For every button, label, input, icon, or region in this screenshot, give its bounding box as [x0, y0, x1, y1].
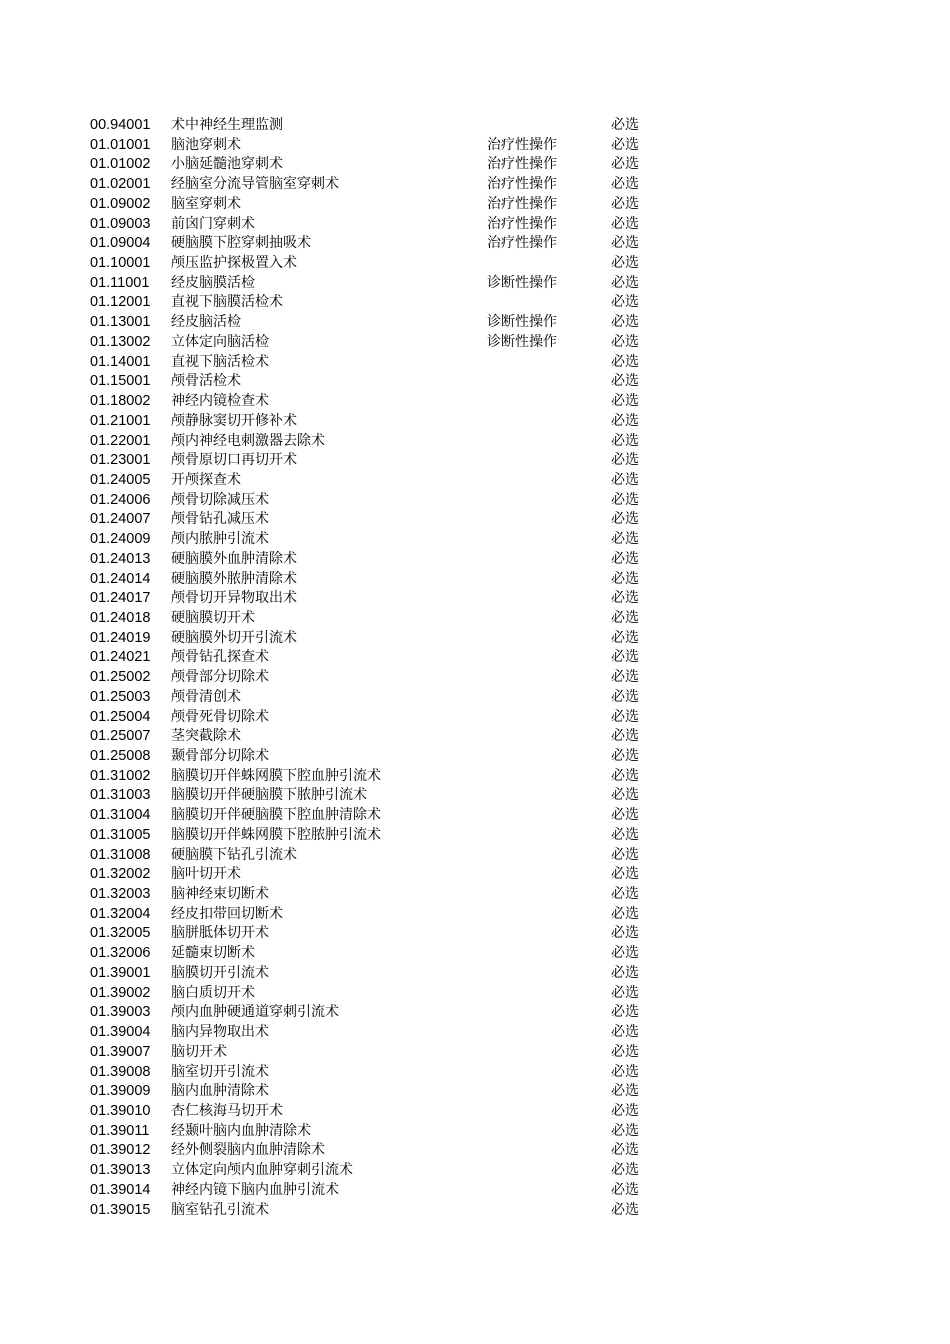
procedure-name: 术中神经生理监测 [171, 117, 283, 133]
procedure-code: 00.94001 [90, 117, 151, 133]
procedure-code: 01.23001 [90, 452, 151, 469]
procedure-name: 小脑延髓池穿刺术 [171, 156, 283, 173]
table-row [0, 313, 950, 333]
procedure-code: 01.24007 [90, 511, 151, 528]
procedure-code: 01.09003 [90, 215, 151, 232]
procedure-name: 经皮脑膜活检 [171, 274, 255, 291]
required-flag: 必选 [611, 905, 639, 922]
required-flag: 必选 [611, 1004, 639, 1021]
procedure-code: 01.11001 [90, 274, 150, 291]
procedure-name: 颅骨钻孔探查术 [171, 649, 269, 666]
procedure-type: 治疗性操作 [487, 195, 557, 212]
procedure-name: 茎突截除术 [171, 728, 241, 745]
required-flag: 必选 [611, 886, 639, 903]
required-flag: 必选 [611, 353, 639, 370]
required-flag: 必选 [611, 767, 639, 784]
table-row [0, 1161, 950, 1181]
procedure-table [0, 116, 950, 1220]
required-flag: 必选 [611, 964, 639, 981]
required-flag: 必选 [611, 1063, 639, 1080]
required-flag: 必选 [611, 452, 639, 469]
procedure-code: 01.24014 [90, 570, 151, 587]
table-row [0, 629, 950, 649]
required-flag: 必选 [611, 550, 639, 567]
required-flag: 必选 [611, 728, 639, 745]
procedure-code: 01.25002 [90, 669, 151, 686]
procedure-name: 直视下脑膜活检术 [171, 294, 283, 311]
required-flag: 必选 [611, 333, 639, 350]
procedure-name: 硬脑膜外脓肿清除术 [171, 570, 297, 587]
procedure-code: 01.39013 [90, 1162, 151, 1179]
procedure-code: 01.39008 [90, 1063, 151, 1080]
required-flag: 必选 [611, 1083, 639, 1100]
table-row [0, 530, 950, 550]
table-row [0, 1141, 950, 1161]
procedure-code: 01.31003 [90, 787, 151, 804]
procedure-code: 01.39007 [90, 1043, 151, 1060]
procedure-name: 脑膜切开伴硬脑膜下脓肿引流术 [171, 787, 367, 804]
procedure-code: 01.39004 [90, 1024, 151, 1041]
table-row [0, 708, 950, 728]
required-flag: 必选 [611, 235, 639, 252]
procedure-code: 01.25007 [90, 728, 151, 745]
required-flag: 必选 [611, 945, 639, 962]
table-row [0, 274, 950, 294]
required-flag: 必选 [611, 136, 639, 153]
table-row [0, 254, 950, 274]
procedure-code: 01.13001 [90, 314, 151, 331]
required-flag: 必选 [611, 1181, 639, 1198]
table-row [0, 589, 950, 609]
procedure-name: 颅骨活检术 [171, 373, 241, 390]
procedure-code: 01.14001 [90, 353, 151, 370]
procedure-name: 脑白质切开术 [171, 984, 255, 1001]
table-row [0, 688, 950, 708]
procedure-code: 01.12001 [90, 294, 151, 311]
table-row [0, 885, 950, 905]
procedure-code: 01.39003 [90, 1004, 151, 1021]
procedure-name: 脑胼胝体切开术 [171, 925, 269, 942]
table-row [0, 846, 950, 866]
procedure-name: 经脑室分流导管脑室穿刺术 [171, 176, 339, 193]
table-row [0, 1082, 950, 1102]
required-flag: 必选 [611, 274, 639, 291]
required-flag: 必选 [611, 1024, 639, 1041]
procedure-code: 01.18002 [90, 393, 151, 410]
required-flag: 必选 [611, 826, 639, 843]
required-flag: 必选 [611, 609, 639, 626]
table-row [0, 550, 950, 570]
procedure-code: 01.02001 [90, 176, 151, 193]
procedure-name: 脑室穿刺术 [171, 195, 241, 212]
procedure-code: 01.25004 [90, 708, 151, 725]
procedure-code: 01.31002 [90, 767, 151, 784]
procedure-name: 硬脑膜切开术 [171, 609, 255, 626]
procedure-code: 01.24009 [90, 531, 151, 548]
procedure-name: 硬脑膜下钻孔引流术 [171, 846, 297, 863]
procedure-type: 治疗性操作 [487, 215, 557, 232]
required-flag: 必选 [611, 294, 639, 311]
required-flag: 必选 [611, 471, 639, 488]
table-row [0, 1102, 950, 1122]
required-flag: 必选 [611, 176, 639, 193]
procedure-name: 经颞叶脑内血肿清除术 [171, 1122, 311, 1139]
procedure-code: 01.24019 [90, 629, 151, 646]
procedure-code: 01.31004 [90, 807, 151, 824]
table-row [0, 175, 950, 195]
procedure-name: 硬脑膜下腔穿刺抽吸术 [171, 235, 311, 252]
table-row [0, 195, 950, 215]
procedure-name: 颅骨原切口再切开术 [171, 452, 297, 469]
procedure-code: 01.32002 [90, 866, 151, 883]
procedure-name: 颅内脓肿引流术 [171, 531, 269, 548]
procedure-name: 直视下脑活检术 [171, 353, 269, 370]
table-row [0, 491, 950, 511]
table-row [0, 1043, 950, 1063]
procedure-type: 治疗性操作 [487, 136, 557, 153]
table-row [0, 944, 950, 964]
table-row [0, 806, 950, 826]
table-row [0, 905, 950, 925]
procedure-type: 诊断性操作 [487, 314, 557, 331]
required-flag: 必选 [611, 629, 639, 646]
procedure-name: 开颅探查术 [171, 471, 241, 488]
required-flag: 必选 [611, 669, 639, 686]
procedure-name: 延髓束切断术 [171, 945, 255, 962]
required-flag: 必选 [611, 117, 639, 133]
procedure-name: 硬脑膜外切开引流术 [171, 629, 297, 646]
required-flag: 必选 [611, 1201, 639, 1218]
table-row [0, 727, 950, 747]
table-row [0, 392, 950, 412]
procedure-code: 01.13002 [90, 333, 151, 350]
table-row [0, 333, 950, 353]
required-flag: 必选 [611, 255, 639, 272]
procedure-name: 脑膜切开伴硬脑膜下腔血肿清除术 [171, 807, 381, 824]
procedure-code: 01.24006 [90, 491, 151, 508]
required-flag: 必选 [611, 156, 639, 173]
procedure-name: 脑室钻孔引流术 [171, 1201, 269, 1218]
procedure-code: 01.24018 [90, 609, 151, 626]
procedure-name: 立体定向脑活检 [171, 333, 269, 350]
required-flag: 必选 [611, 393, 639, 410]
required-flag: 必选 [611, 866, 639, 883]
table-row [0, 116, 950, 136]
procedure-name: 立体定向颅内血肿穿刺引流术 [171, 1162, 353, 1179]
procedure-type: 诊断性操作 [487, 333, 557, 350]
procedure-name: 硬脑膜外血肿清除术 [171, 550, 297, 567]
required-flag: 必选 [611, 1162, 639, 1179]
procedure-code: 01.21001 [90, 412, 151, 429]
procedure-code: 01.39011 [90, 1122, 150, 1139]
table-row [0, 1181, 950, 1201]
procedure-code: 01.39010 [90, 1102, 151, 1119]
procedure-name: 颞骨部分切除术 [171, 748, 269, 764]
procedure-code: 01.39012 [90, 1142, 151, 1159]
procedure-name: 脑切开术 [171, 1043, 227, 1060]
procedure-code: 01.31005 [90, 826, 151, 843]
procedure-name: 前囟门穿刺术 [171, 215, 255, 232]
procedure-code: 01.32005 [90, 925, 151, 942]
table-row [0, 471, 950, 491]
required-flag: 必选 [611, 649, 639, 666]
procedure-name: 脑池穿刺术 [171, 136, 241, 153]
required-flag: 必选 [611, 708, 639, 725]
table-row [0, 964, 950, 984]
procedure-code: 01.25003 [90, 688, 151, 705]
procedure-code: 01.39015 [90, 1201, 151, 1218]
procedure-code: 01.01002 [90, 156, 151, 173]
procedure-code: 01.01001 [90, 136, 151, 153]
procedure-code: 01.10001 [90, 255, 151, 272]
table-row [0, 984, 950, 1004]
procedure-code: 01.24017 [90, 590, 151, 607]
procedure-name: 颅静脉窦切开修补术 [171, 412, 297, 429]
required-flag: 必选 [611, 688, 639, 705]
table-row [0, 1063, 950, 1083]
procedure-code: 01.09002 [90, 195, 151, 212]
procedure-name: 脑内异物取出术 [171, 1024, 269, 1041]
procedure-name: 颅骨钻孔减压术 [171, 511, 269, 528]
table-row [0, 767, 950, 787]
table-row [0, 826, 950, 846]
required-flag: 必选 [611, 491, 639, 508]
required-flag: 必选 [611, 787, 639, 804]
required-flag: 必选 [611, 1102, 639, 1119]
table-row [0, 412, 950, 432]
procedure-name: 颅压监护探极置入术 [171, 255, 297, 272]
required-flag: 必选 [611, 846, 639, 863]
required-flag: 必选 [611, 511, 639, 528]
procedure-code: 01.24021 [90, 649, 151, 666]
table-row [0, 1023, 950, 1043]
required-flag: 必选 [611, 531, 639, 548]
table-row [0, 747, 950, 767]
table-row [0, 432, 950, 452]
table-row [0, 924, 950, 944]
procedure-type: 治疗性操作 [487, 176, 557, 193]
table-row [0, 570, 950, 590]
procedure-name: 颅骨死骨切除术 [171, 708, 269, 725]
required-flag: 必选 [611, 1122, 639, 1139]
procedure-name: 颅内神经电刺激器去除术 [171, 432, 325, 449]
procedure-name: 颅内血肿硬通道穿刺引流术 [171, 1004, 339, 1021]
table-row [0, 865, 950, 885]
procedure-code: 01.32004 [90, 905, 151, 922]
table-row [0, 451, 950, 471]
procedure-name: 脑膜切开伴蛛网膜下腔脓肿引流术 [171, 826, 381, 843]
required-flag: 必选 [611, 373, 639, 390]
procedure-code: 01.24005 [90, 471, 151, 488]
table-row [0, 215, 950, 235]
procedure-name: 脑膜切开伴蛛网膜下腔血肿引流术 [171, 767, 381, 784]
required-flag: 必选 [611, 195, 639, 212]
table-row [0, 155, 950, 175]
table-row [0, 136, 950, 156]
procedure-code: 01.39014 [90, 1181, 151, 1198]
procedure-code: 01.15001 [90, 373, 151, 390]
required-flag: 必选 [611, 412, 639, 429]
table-row [0, 1003, 950, 1023]
procedure-type: 治疗性操作 [487, 235, 557, 252]
procedure-name: 颅骨切除减压术 [171, 491, 269, 508]
procedure-name: 神经内镜下脑内血肿引流术 [171, 1181, 339, 1198]
procedure-name: 脑内血肿清除术 [171, 1083, 269, 1100]
procedure-code: 01.39002 [90, 984, 151, 1001]
required-flag: 必选 [611, 807, 639, 824]
required-flag: 必选 [611, 570, 639, 587]
procedure-name: 杏仁核海马切开术 [171, 1102, 283, 1119]
table-row [0, 786, 950, 806]
procedure-code: 01.32006 [90, 945, 151, 962]
procedure-name: 经皮脑活检 [171, 314, 241, 331]
procedure-name: 颅骨清创术 [171, 688, 241, 705]
required-flag: 必选 [611, 590, 639, 607]
table-row [0, 510, 950, 530]
table-row [0, 293, 950, 313]
table-row [0, 668, 950, 688]
required-flag: 必选 [611, 748, 639, 764]
procedure-code: 01.39001 [90, 964, 151, 981]
table-row [0, 372, 950, 392]
table-row [0, 1122, 950, 1142]
procedure-name: 经外侧裂脑内血肿清除术 [171, 1142, 325, 1159]
required-flag: 必选 [611, 1043, 639, 1060]
procedure-name: 神经内镜检查术 [171, 393, 269, 410]
procedure-name: 颅骨部分切除术 [171, 669, 269, 686]
procedure-type: 诊断性操作 [487, 274, 557, 291]
procedure-code: 01.09004 [90, 235, 151, 252]
procedure-code: 01.31008 [90, 846, 151, 863]
procedure-type: 治疗性操作 [487, 156, 557, 173]
required-flag: 必选 [611, 215, 639, 232]
procedure-name: 颅骨切开异物取出术 [171, 590, 297, 607]
required-flag: 必选 [611, 314, 639, 331]
required-flag: 必选 [611, 984, 639, 1001]
procedure-code: 01.22001 [90, 432, 151, 449]
table-row [0, 1201, 950, 1221]
procedure-code: 01.25008 [90, 748, 151, 764]
procedure-code: 01.32003 [90, 886, 151, 903]
procedure-name: 脑室切开引流术 [171, 1063, 269, 1080]
procedure-code: 01.39009 [90, 1083, 151, 1100]
procedure-name: 脑神经束切断术 [171, 886, 269, 903]
procedure-name: 脑膜切开引流术 [171, 964, 269, 981]
required-flag: 必选 [611, 1142, 639, 1159]
procedure-name: 经皮扣带回切断术 [171, 905, 283, 922]
table-row [0, 648, 950, 668]
required-flag: 必选 [611, 925, 639, 942]
procedure-name: 脑叶切开术 [171, 866, 241, 883]
table-row [0, 234, 950, 254]
required-flag: 必选 [611, 432, 639, 449]
procedure-code: 01.24013 [90, 550, 151, 567]
table-row [0, 353, 950, 373]
table-row [0, 609, 950, 629]
